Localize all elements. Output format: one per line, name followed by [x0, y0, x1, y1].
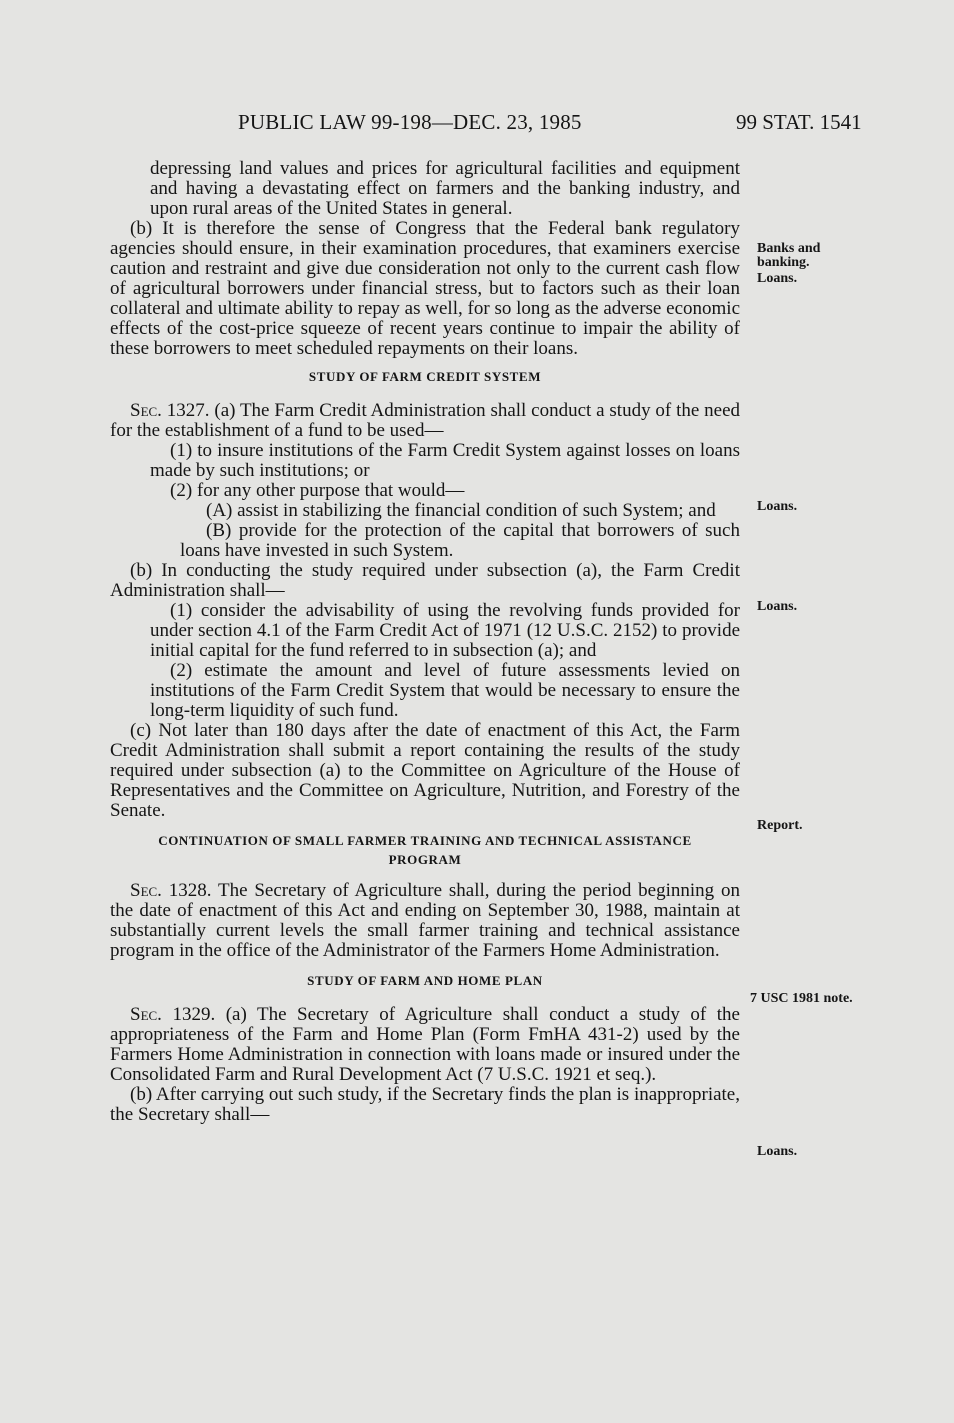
paragraph: depressing land values and prices for agricultural facilities and equipment and having a devastating effect on farmers and the banking industry, and upon rural areas of the United States in general.	[150, 158, 740, 219]
margin-note-loans: Loans.	[757, 1144, 798, 1159]
margin-note-loans: Loans.	[757, 271, 798, 286]
paragraph: (1) to insure institutions of the Farm Credit System against losses on loans made by such institutions; or	[150, 440, 740, 481]
statute-page-number: 99 STAT. 1541	[736, 110, 862, 134]
public-law-title: PUBLIC LAW 99-198—DEC. 23, 1985	[238, 110, 582, 134]
paragraph: (b) In conducting the study required under subsection (a), the Farm Credit Administration shall—	[110, 560, 740, 601]
paragraph: (2) for any other purpose that would—	[170, 480, 465, 501]
section-1329: Sec. 1329. (a) The Secretary of Agriculture shall conduct a study of the appropriateness of the Farm and Home Plan (Form FmHA 431-2) used by the Farmers Home Administration in connection with loans made or insured under the Consolidated Farm and Rural Development Act (7 U.S.C. 1921 et seq.).	[110, 1004, 740, 1085]
section-label: Sec.	[130, 880, 169, 901]
paragraph: (2) estimate the amount and level of future assessments levied on institutions of the Farm Credit System that would be necessary to ensure the long-term liquidity of such fund.	[150, 660, 740, 721]
paragraph: (c) Not later than 180 days after the date of enactment of this Act, the Farm Credit Administration shall submit a report containing the results of the study required under subsection (a) to the Committee on Agriculture of the House of Representatives and the Committee on Agriculture, Nutrition, and Forestry of the Senate.	[110, 720, 740, 821]
body-text	[110, 159, 740, 1125]
section-label: Sec.	[130, 400, 167, 421]
margin-note-loans: Loans.	[757, 499, 798, 514]
section-heading: CONTINUATION OF SMALL FARMER TRAINING AND TECHNICAL ASSISTANCE PROGRAM	[158, 833, 692, 867]
section-label: Sec.	[130, 1004, 173, 1025]
paragraph: (b) After carrying out such study, if the Secretary finds the plan is inappropriate, the Secretary shall—	[110, 1084, 740, 1125]
margin-note-banks: Banks and banking.	[757, 241, 821, 270]
paragraph: (A) assist in stabilizing the financial condition of such System; and	[206, 500, 716, 521]
margin-note-usc-citation: 7 USC 1981 note.	[750, 991, 853, 1006]
section-heading: STUDY OF FARM AND HOME PLAN	[307, 973, 543, 988]
section-1328: Sec. 1328. The Secretary of Agriculture shall, during the period beginning on the date of enactment of this Act and ending on September 30, 1988, maintain at substantially current levels the small farmer training and technical assistance program in the office of the Administrator of the Farmers Home Administration.	[110, 880, 740, 961]
margin-note-report: Report.	[757, 818, 803, 833]
paragraph: (b) It is therefore the sense of Congress that the Federal bank regulatory agencies should ensure, in their examination procedures, that examiners exercise caution and restraint and give due consideration not only to the current cash flow of agricultural borrowers under financial stress, but to factors such as their loan collateral and ultimate ability to repay as well, for so long as the adverse economic effects of the cost-price squeeze of recent years continue to impair the ability of these borrowers to meet scheduled repayments on their loans.	[110, 218, 740, 359]
paragraph: (1) consider the advisability of using the revolving funds provided for under section 4.1 of the Farm Credit Act of 1971 (12 U.S.C. 2152) to provide initial capital for the fund referred to in subsection (a); and	[150, 600, 740, 661]
section-1327: Sec. 1327. (a) The Farm Credit Administration shall conduct a study of the need for the establishment of a fund to be used—	[110, 400, 741, 441]
page-header	[0, 110, 954, 140]
paragraph: (B) provide for the protection of the capital that borrowers of such loans have invested in such System.	[180, 520, 740, 561]
margin-note-loans: Loans.	[757, 599, 798, 614]
section-heading: STUDY OF FARM CREDIT SYSTEM	[308, 369, 542, 384]
